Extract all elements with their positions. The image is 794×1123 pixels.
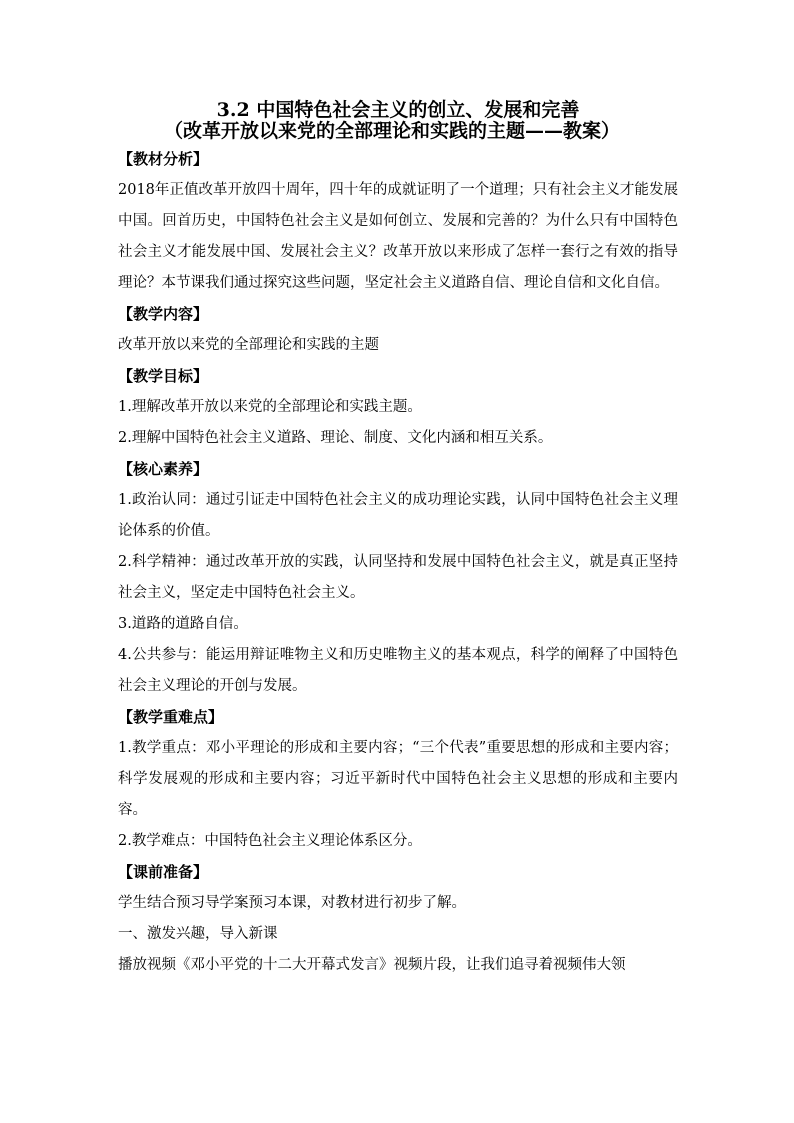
preparation-paragraph: 学生结合预习导学案预习本课，对教材进行初步了解。 [118, 895, 466, 911]
key-point-item: 1.教学重点：邓小平理论的形成和主要内容；“三个代表”重要思想的形成和主要内容；科学发展观的形成和主要内容；习近平新时代中国特色社会主义思想的形成和主要内容。 [118, 740, 678, 818]
document-page [118, 100, 678, 981]
section-heading-goals: 【教学目标】 [118, 367, 209, 385]
analysis-paragraph: 2018年正值改革开放四十周年，四十年的成就证明了一个道理；只有社会主义才能发展中国。回首历史，中国特色社会主义是如何创立、发展和完善的？为什么只有中国特色社会主义才能发展中国、发展社会主义？改革开放以来形成了怎样一套行之有效的指导理论？本节课我们通过探究这些问题，坚定社会主义道路自信、理论自信和文化自信。 [118, 182, 678, 291]
section-heading-content: 【教学内容】 [118, 305, 209, 323]
document-subtitle: （改革开放以来党的全部理论和实践的主题——教案） [163, 120, 620, 142]
intro-paragraph: 播放视频《邓小平党的十二大开幕式发言》视频片段，让我们追寻着视频伟大领 [118, 957, 626, 973]
section-heading-analysis: 【教材分析】 [118, 150, 209, 168]
goal-item: 2.理解中国特色社会主义道路、理论、制度、文化内涵和相互关系。 [118, 430, 553, 446]
content-paragraph: 改革开放以来党的全部理论和实践的主题 [118, 337, 379, 353]
literacy-item: 2.科学精神：通过改革开放的实践，认同坚持和发展中国特色社会主义，就是真正坚持社会主义，坚定走中国特色社会主义。 [118, 554, 678, 601]
section-heading-literacy: 【核心素养】 [118, 460, 209, 478]
key-point-item: 2.教学难点：中国特色社会主义理论体系区分。 [118, 833, 422, 849]
document-title: 3.2 中国特色社会主义的创立、发展和完善 [216, 99, 580, 121]
section-heading-preparation: 【课前准备】 [118, 863, 209, 881]
section-heading-intro: 一、激发兴趣，导入新课 [118, 926, 278, 942]
literacy-item: 4.公共参与：能运用辩证唯物主义和历史唯物主义的基本观点，科学的阐释了中国特色社会主义理论的开创与发展。 [118, 647, 678, 694]
section-heading-key-points: 【教学重难点】 [118, 708, 224, 726]
goal-item: 1.理解改革开放以来党的全部理论和实践主题。 [118, 399, 422, 415]
literacy-item: 3.道路的道路自信。 [118, 616, 248, 632]
literacy-item: 1.政治认同：通过引证走中国特色社会主义的成功理论实践，认同中国特色社会主义理论体系的价值。 [118, 492, 678, 539]
